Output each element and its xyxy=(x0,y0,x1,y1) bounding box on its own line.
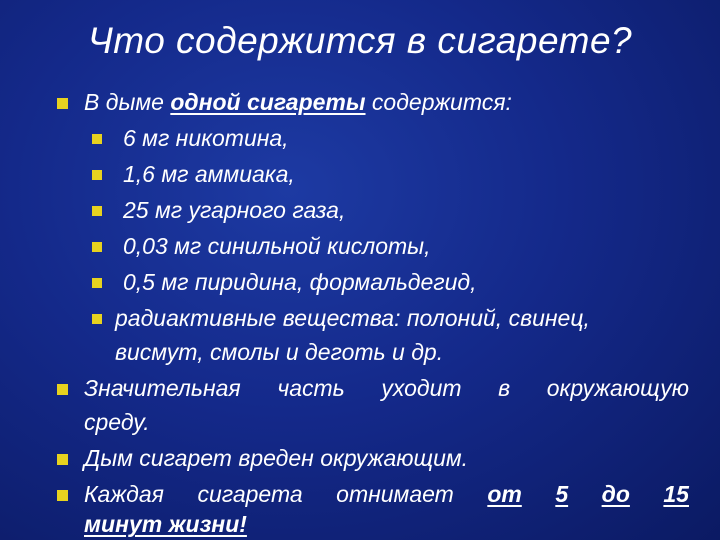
bullet-2-line-2: среду. xyxy=(84,409,150,435)
sub-bullet-4: 0,03 мг синильной кислоты, xyxy=(123,233,431,259)
bullet-1-text xyxy=(84,88,512,116)
bullet-4-underlined: до xyxy=(601,481,630,507)
bullet-2-word: Значительная xyxy=(84,375,241,401)
bullet-1-emphasis: одной сигареты xyxy=(170,89,366,115)
sub-bullet-6-line-1: радиактивные вещества: полоний, свинец, xyxy=(115,305,590,331)
bullet-2-word: уходит xyxy=(381,375,462,401)
bullet-4-line-1 xyxy=(84,480,689,508)
bullet-4-underlined: от xyxy=(487,481,522,507)
bullet-4-underlined: 5 xyxy=(555,481,569,507)
sub-bullet-3: 25 мг угарного газа, xyxy=(123,197,346,223)
sub-bullet-square-icon xyxy=(92,242,102,252)
bullet-2-word: в xyxy=(498,375,511,401)
bullet-2-word: окружающую xyxy=(546,375,689,401)
slide-title: Что содержится в сигарете? xyxy=(87,20,633,61)
sub-bullet-6-line-2: висмут, смолы и деготь и др. xyxy=(115,339,444,365)
bullet-2-word: часть xyxy=(277,375,345,401)
bullet-1-prefix: В дыме xyxy=(84,89,171,115)
bullet-square-icon xyxy=(57,384,68,395)
bullet-square-icon xyxy=(57,490,68,501)
sub-bullet-square-icon xyxy=(92,278,102,288)
sub-bullet-square-icon xyxy=(92,314,102,324)
bullet-4-word: отнимает xyxy=(336,481,454,507)
bullet-4-line-2: минут жизни! xyxy=(84,511,247,537)
bullet-3-text: Дым сигарет вреден окружающим. xyxy=(84,445,469,471)
bullet-4-word: Каждая xyxy=(84,481,164,507)
sub-bullet-square-icon xyxy=(92,206,102,216)
bullet-square-icon xyxy=(57,98,68,109)
bullet-1-suffix: содержится: xyxy=(365,89,512,115)
sub-bullet-square-icon xyxy=(92,134,102,144)
bullet-square-icon xyxy=(57,454,68,465)
sub-bullet-5: 0,5 мг пиридина, формальдегид, xyxy=(123,269,477,295)
sub-bullet-1: 6 мг никотина, xyxy=(123,125,289,151)
bullet-2-line-1 xyxy=(84,374,689,402)
sub-bullet-2: 1,6 мг аммиака, xyxy=(123,161,295,187)
bullet-4-word: сигарета xyxy=(197,481,303,507)
sub-bullet-square-icon xyxy=(92,170,102,180)
bullet-4-underlined: 15 xyxy=(663,481,689,507)
